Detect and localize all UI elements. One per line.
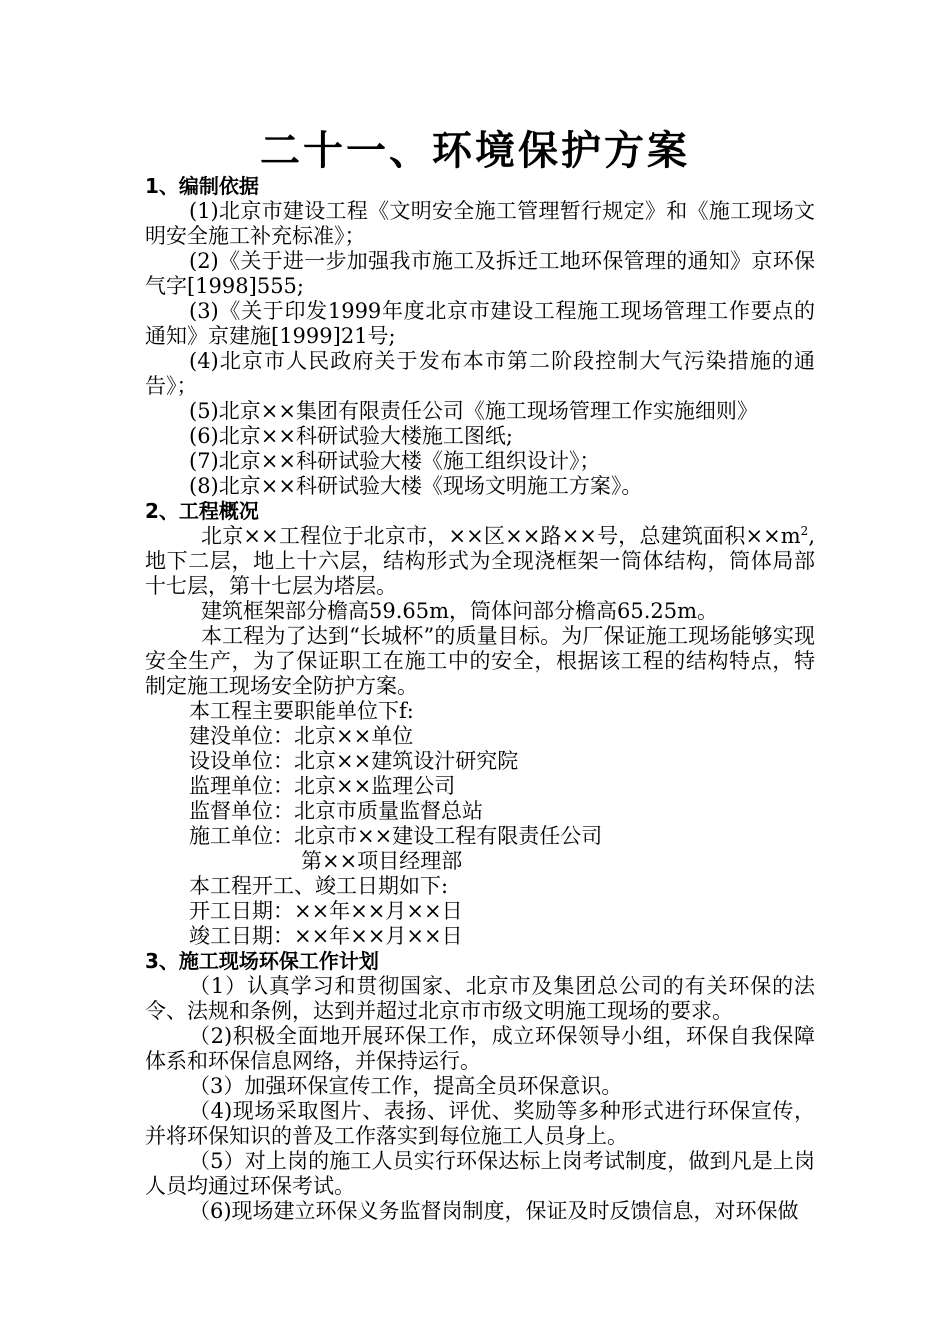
paragraph: (5)北京××集团有限责任公司《施工现场管理工作实施细则》 bbox=[189, 399, 758, 423]
section-heading: 1、编制依据 bbox=[145, 174, 259, 198]
text-line: 第××项目经理部 bbox=[301, 849, 463, 873]
paragraph: (8)北京××科研试验大楼《现场文明施工方案》。 bbox=[189, 474, 643, 498]
paragraph: 本工程为了达到“长城杯”的质量目标。为厂保证施工现场能够实现安全生产，为了保证职工在施工中的安全，根据该工程的结构特点，特制定施工现场安全防护方案。 bbox=[145, 624, 815, 698]
text-run: ,地下二层，地上十六层，结构形式为全现浇框架一筒体结构，筒体局部十七层，第十七层为塔层。 bbox=[145, 524, 815, 598]
paragraph bbox=[145, 524, 815, 599]
section-heading: 3、施工现场环保工作计划 bbox=[145, 949, 379, 973]
paragraph: （2)积极全面地开展环保工作，成立环保领导小组，环保自我保障体系和环保信息网络，并保持运行。 bbox=[145, 1024, 815, 1073]
paragraph: （4)现场采取图片、表扬、评优、奖励等多种形式进行环保宣传，并将环保知识的普及工作落实到每位施工人员身上。 bbox=[145, 1099, 815, 1148]
text-line: 本工程开工、竣工日期如下: bbox=[189, 874, 449, 898]
document-body bbox=[145, 174, 815, 1224]
paragraph: （1）认真学习和贯彻国家、北京市及集团总公司的有关环保的法令、法规和条例，达到并超过北京市市级文明施工现场的要求。 bbox=[145, 974, 815, 1023]
paragraph: 建筑框架部分檐高59.65m，筒体问部分檐高65.25m。 bbox=[201, 599, 719, 623]
text-line: 监理单位：北京××监理公司 bbox=[189, 774, 456, 798]
paragraph: (6)北京××科研试验大楼施工图纸; bbox=[189, 424, 514, 448]
text-line: 施工单位：北京市××建设工程有限责任公司 bbox=[189, 824, 603, 848]
paragraph: (7)北京××科研试验大楼《施工组织设计》； bbox=[189, 449, 601, 473]
paragraph: （6)现场建立环保义务监督岗制度，保证及时反馈信息，对环保做 bbox=[189, 1199, 799, 1223]
section-heading: 2、工程概况 bbox=[145, 499, 259, 523]
text-line: 监督单位：北京市质量监督总站 bbox=[189, 799, 483, 823]
text-line: 开工日期：××年××月××日 bbox=[189, 899, 463, 923]
paragraph: (4)北京市人民政府关于发布本市第二阶段控制大气污染措施的通告》； bbox=[145, 349, 815, 398]
text-line: 本工程主要职能单位下f: bbox=[189, 699, 414, 723]
paragraph: (3)《关于印发1999年度北京市建设工程施工现场管理工作要点的通知》京建施[1999]21号; bbox=[145, 299, 815, 348]
superscript: 2 bbox=[800, 524, 809, 538]
paragraph: (1)北京市建设工程《文明安全施工管理暂行规定》和《施工现场文明安全施工补充标准》； bbox=[145, 199, 815, 248]
text-line: 设设单位：北京××建筑设汁研究院 bbox=[189, 749, 519, 773]
paragraph: （3）加强环保宣传工作，提高全员环保意识。 bbox=[189, 1074, 623, 1098]
paragraph: (2)《关于进一步加强我市施工及拆迁工地环保管理的通知》京环保气字[1998]555; bbox=[145, 249, 815, 298]
document-title: 二十一、环境保护方案 bbox=[260, 127, 690, 174]
text-run: 北京××工程位于北京市，××区××路××号，总建筑面积××m bbox=[201, 524, 801, 548]
text-line: 竣工日期：××年××月××日 bbox=[189, 924, 463, 948]
paragraph: （5）对上岗的施工人员实行环保达标上岗考试制度，做到凡是上岗人员均通过环保考试。 bbox=[145, 1149, 815, 1198]
text-line: 建没单位：北京××单位 bbox=[189, 724, 414, 748]
